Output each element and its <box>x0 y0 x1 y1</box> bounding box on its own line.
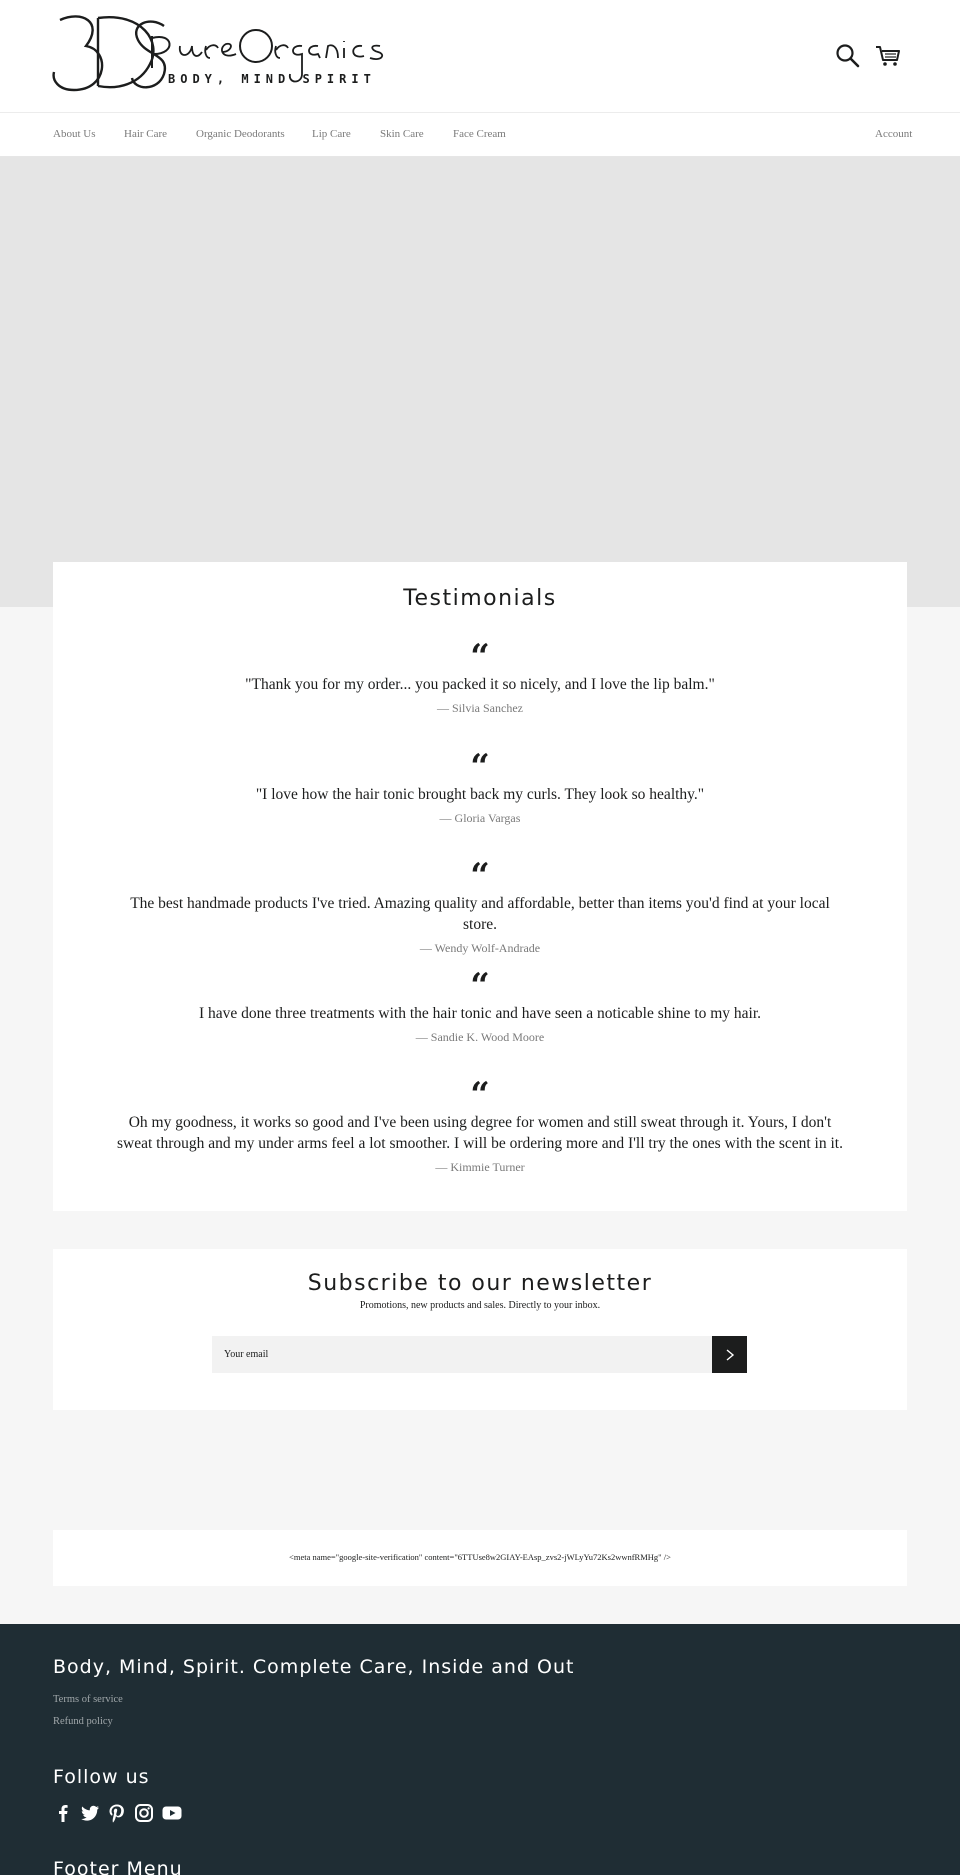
testimonial-author: — Wendy Wolf-Andrade <box>419 941 541 955</box>
instagram-icon[interactable] <box>133 1802 155 1824</box>
testimonial-author: — Silvia Sanchez <box>437 701 523 715</box>
site-footer <box>0 1624 960 1875</box>
hero-image-placeholder <box>0 157 960 607</box>
quote-mark-icon: “ <box>470 971 490 993</box>
footer-follow-title: Follow us <box>53 1766 150 1788</box>
testimonial-item <box>113 1080 847 1175</box>
newsletter-title: Subscribe to our newsletter <box>307 1271 653 1296</box>
site-header <box>0 0 960 113</box>
subscribe-button[interactable] <box>712 1336 747 1373</box>
newsletter-section <box>53 1249 907 1410</box>
newsletter-form <box>212 1336 747 1373</box>
pinterest-icon[interactable] <box>106 1802 128 1824</box>
testimonial-quote: Oh my goodness, it works so good and I've been using degree for women and still sweat through it. Yours, I don't sweat through and my under arms feel a lot smoother. I will be ordering more and I'll try the ones with the scent in it. <box>117 1114 843 1152</box>
custom-html-section <box>53 1530 907 1586</box>
cart-icon[interactable] <box>874 42 902 70</box>
nav-item-skin-care[interactable]: Skin Care <box>380 128 424 140</box>
testimonial-quote: I have done three treatments with the hair tonic and have seen a noticable shine to my hair. <box>198 1005 762 1022</box>
testimonial-quote: "I love how the hair tonic brought back my curls. They look so healthy." <box>255 786 705 803</box>
main-nav <box>0 113 960 157</box>
nav-item-about-us[interactable]: About Us <box>53 128 96 140</box>
youtube-icon[interactable] <box>161 1802 183 1824</box>
testimonial-item <box>113 971 847 1045</box>
quote-mark-icon: “ <box>470 1080 490 1102</box>
testimonial-quote: "Thank you for my order... you packed it so nicely, and I love the lip balm." <box>245 676 715 693</box>
footer-link-refund-policy[interactable]: Refund policy <box>53 1716 113 1727</box>
search-icon[interactable] <box>834 42 862 70</box>
email-field[interactable] <box>212 1336 712 1373</box>
site-logo[interactable] <box>52 12 392 98</box>
nav-item-account[interactable]: Account <box>875 128 913 140</box>
testimonials-title: Testimonials <box>403 586 557 611</box>
newsletter-subtitle: Promotions, new products and sales. Directly to your inbox. <box>359 1300 601 1311</box>
custom-html-text: <meta name="google-site-verification" content="6TTUse8w2GIAY-EAsp_zvs2-jWLyYu72Ks2wwnfRMHg" /> <box>289 1552 671 1562</box>
logo-tagline: BODY, MIND SPIRIT <box>168 72 376 86</box>
nav-item-hair-care[interactable]: Hair Care <box>124 128 168 140</box>
twitter-icon[interactable] <box>79 1802 101 1824</box>
footer-link-terms-of-service[interactable]: Terms of service <box>53 1694 123 1705</box>
testimonial-author: — Gloria Vargas <box>439 811 521 825</box>
footer-menu-title: Footer Menu <box>53 1858 183 1875</box>
facebook-icon[interactable] <box>52 1802 74 1824</box>
nav-item-organic-deodorants[interactable]: Organic Deodorants <box>196 128 285 140</box>
quote-mark-icon: “ <box>470 861 490 883</box>
nav-item-lip-care[interactable]: Lip Care <box>312 128 351 140</box>
testimonial-author: — Kimmie Turner <box>435 1160 525 1174</box>
quote-mark-icon: “ <box>470 642 490 664</box>
testimonial-quote: The best handmade products I've tried. Amazing quality and affordable, better than items you'd find at your local store. <box>130 895 830 933</box>
footer-tagline: Body, Mind, Spirit. Complete Care, Inside and Out <box>53 1656 575 1678</box>
chevron-right-icon <box>725 1349 735 1361</box>
testimonial-item <box>113 642 847 716</box>
testimonials-section <box>53 562 907 1211</box>
nav-item-face-cream[interactable]: Face Cream <box>453 128 506 140</box>
quote-mark-icon: “ <box>470 752 490 774</box>
testimonial-item <box>113 752 847 826</box>
testimonial-author: — Sandie K. Wood Moore <box>415 1030 545 1044</box>
testimonial-item <box>113 861 847 956</box>
